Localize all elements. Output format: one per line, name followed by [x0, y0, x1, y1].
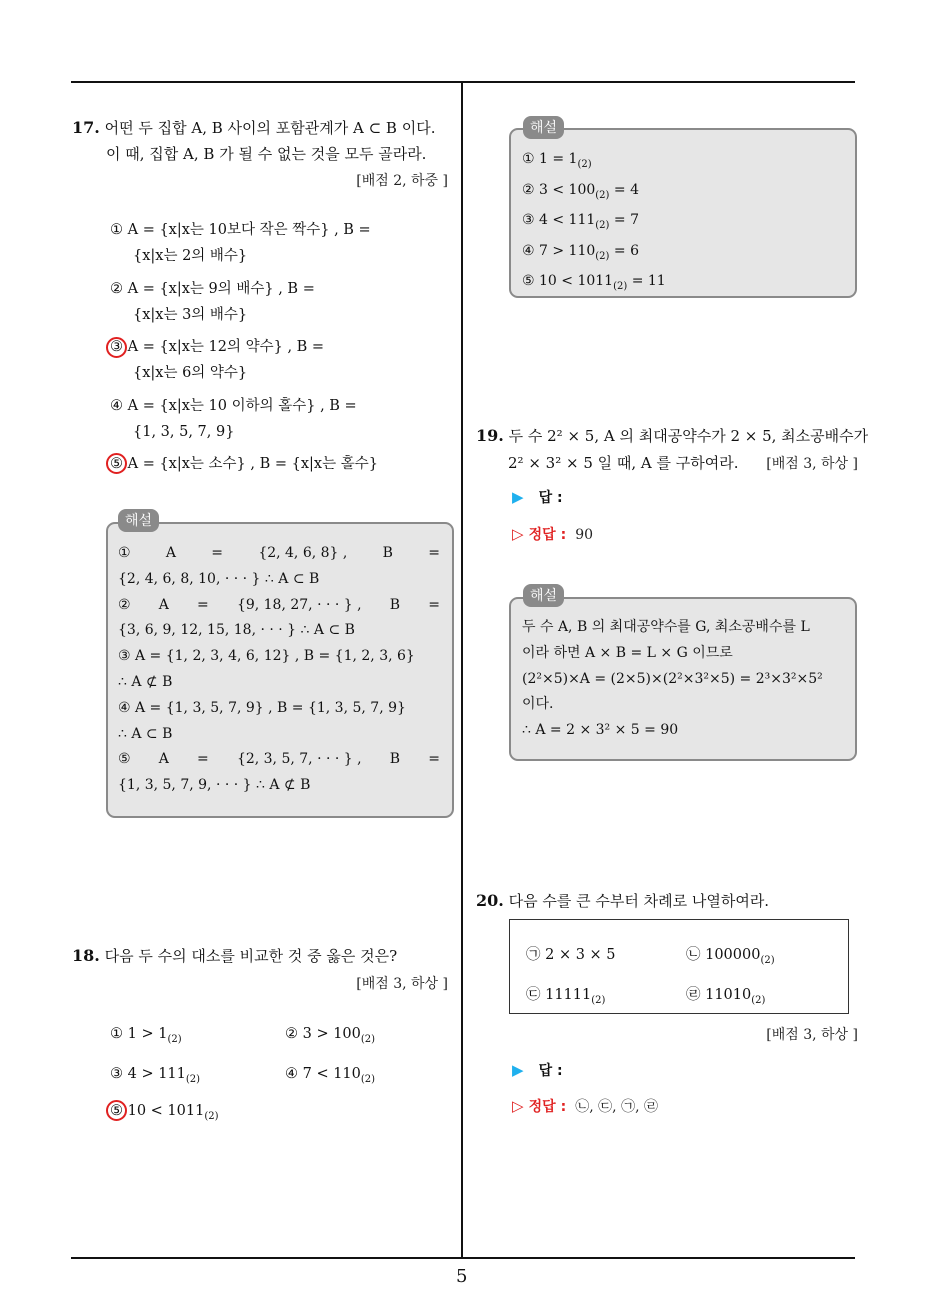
- q17-expl-row-7: ④ A = {1, 3, 5, 7, 9} , B = {1, 3, 5, 7, 9}: [118, 699, 406, 716]
- q17-selected-mark-3: [106, 337, 127, 358]
- q18-expl-r5-b: (2): [613, 281, 628, 293]
- q17-option-2-line1[interactable]: ② A = {x|x는 9의 배수} , B =: [110, 281, 315, 297]
- q18-option-1-text: ① 1 > 1: [110, 1026, 168, 1042]
- q18-expl-r2-a: ② 3 < 100: [522, 181, 596, 198]
- q20-correct-label: 정답 :: [528, 1099, 567, 1115]
- answer-arrow-icon: ▶: [512, 1061, 524, 1079]
- q17-expl-row-2: {2, 4, 6, 8, 10, · · · } ∴ A ⊂ B: [118, 570, 320, 587]
- q18-expl-row-2: [522, 178, 666, 209]
- q19-expl-row-4: 이다.: [522, 696, 554, 713]
- q17-expl-row-8: ∴ A ⊂ B: [118, 725, 173, 742]
- q18-text: 다음 두 수의 대소를 비교한 것 중 옳은 것은?: [104, 947, 398, 965]
- q18-expl-row-3: [522, 208, 666, 239]
- q18-expl-row-5: [522, 269, 666, 300]
- q17-expl-r9-c1: ⑤: [118, 751, 131, 768]
- q17-expl-row-9: [118, 747, 440, 773]
- q20-item-3-base: (2): [591, 994, 606, 1006]
- q17-expl-r9-c5: B: [389, 751, 401, 768]
- q20-item-4-text: ㉣ 11010: [686, 987, 752, 1003]
- q19-expl-row-1: 두 수 A, B 의 최대공약수를 G, 최소공배수를 L: [522, 619, 810, 635]
- q19-text-line2: 2² × 3² × 5 일 때, A 를 구하여라.: [508, 454, 739, 472]
- q17-option-3-line1[interactable]: ③ A = {x|x는 12의 약수} , B =: [110, 339, 325, 355]
- q19-line1: [476, 423, 868, 449]
- q17-option-2-line2: {x|x는 3의 배수}: [133, 307, 248, 323]
- q17-expl-r3-c3: =: [197, 596, 209, 613]
- q17-line1: [72, 115, 435, 141]
- q17-expl-r1-c3: =: [211, 545, 224, 561]
- q18-option-2-base: (2): [360, 1033, 376, 1045]
- q17-expl-r3-c2: A: [158, 596, 169, 613]
- q17-expl-row-5: ③ A = {1, 2, 3, 4, 6, 12} , B = {1, 2, 3, 6}: [118, 648, 415, 665]
- q18-expl-r1-b: (2): [577, 158, 592, 170]
- q18-expl-r2-b: (2): [595, 189, 610, 201]
- q17-expl-r9-c2: A: [158, 751, 169, 768]
- q17-number: 17.: [72, 118, 100, 137]
- q20-item-2-base: (2): [760, 954, 775, 966]
- q18-expl-r4-c: = 6: [609, 242, 639, 259]
- q17-option-1-line2: {x|x는 2의 배수}: [133, 248, 248, 264]
- q20-answer-label: 답 :: [538, 1063, 563, 1079]
- q18-expl-r4-b: (2): [595, 250, 610, 262]
- q20-item-4-base: (2): [751, 994, 766, 1006]
- column-divider: [461, 82, 463, 1259]
- q17-expl-r3-c6: =: [428, 596, 440, 613]
- q18-expl-r3-c: = 7: [609, 212, 639, 229]
- q20-meta: [배점 3, 하상 ]: [766, 1027, 858, 1043]
- q18-option-4-text: ④ 7 < 110: [285, 1066, 361, 1082]
- answer-arrow-icon: ▶: [512, 488, 524, 506]
- q19-answer-label: 답 :: [538, 490, 563, 506]
- q18-option-1[interactable]: [110, 1021, 182, 1053]
- q18-option-1-base: (2): [167, 1033, 182, 1045]
- q17-meta: [배점 2, 하중 ]: [356, 173, 448, 189]
- q18-expl-row-1: [522, 147, 666, 178]
- q19-correct-value: 90: [575, 527, 594, 543]
- q19-number: 19.: [476, 426, 504, 445]
- q17-explanation-tag: 해설: [118, 509, 159, 532]
- q18-expl-r5-c: = 11: [627, 273, 666, 290]
- q20-item-2-text: ㉡ 100000: [686, 947, 761, 963]
- q20-item-4: [686, 982, 765, 1014]
- q20-item-1: [526, 942, 616, 968]
- q17-expl-r1-c6: =: [428, 545, 440, 561]
- q19-explanation-body: [522, 615, 823, 744]
- q20-line: [476, 888, 769, 914]
- q18-option-2-text: ② 3 > 100: [285, 1026, 361, 1042]
- q18-expl-r4-a: ④ 7 > 110: [522, 242, 596, 259]
- q17-expl-row-10: {1, 3, 5, 7, 9, · · · } ∴ A ⊄ B: [118, 777, 311, 794]
- q20-answer-row[interactable]: [512, 1060, 563, 1080]
- q18-option-4[interactable]: [285, 1061, 375, 1093]
- q18-option-3-text: ③ 4 > 111: [110, 1066, 186, 1082]
- q20-correct-row: [512, 1096, 658, 1116]
- q17-expl-row-1: [118, 541, 440, 567]
- q17-text-line2: 이 때, 집합 A, B 가 될 수 없는 것을 모두 골라라.: [106, 145, 427, 163]
- top-rule: [71, 81, 855, 83]
- q17-expl-row-4: {3, 6, 9, 12, 15, 18, · · · } ∴ A ⊂ B: [118, 622, 355, 639]
- q17-option-4-line2: {1, 3, 5, 7, 9}: [133, 424, 235, 440]
- q17-expl-r1-c4: {2, 4, 6, 8} ,: [258, 545, 348, 561]
- q18-expl-r1-a: ① 1 = 1: [522, 151, 578, 167]
- q18-expl-r5-a: ⑤ 10 < 1011: [522, 273, 614, 290]
- q19-correct-row: [512, 524, 593, 544]
- q20-item-3: [526, 982, 605, 1014]
- q17-expl-r3-c4: {9, 18, 27, · · · } ,: [236, 596, 362, 613]
- q18-expl-r3-b: (2): [595, 219, 610, 231]
- q18-option-4-base: (2): [360, 1073, 376, 1085]
- q18-number: 18.: [72, 946, 100, 965]
- q17-option-3-line2: {x|x는 6의 약수}: [133, 365, 248, 381]
- q19-explanation-tag: 해설: [523, 584, 564, 607]
- page-number: 5: [456, 1266, 468, 1287]
- q18-expl-r2-c: = 4: [609, 181, 639, 198]
- q20-item-3-text: ㉢ 11111: [526, 987, 592, 1003]
- correct-arrow-icon: ▷: [512, 525, 524, 543]
- q18-expl-r3-a: ③ 4 < 111: [522, 212, 596, 229]
- q17-expl-r1-c1: ①: [118, 545, 131, 561]
- q19-expl-row-5: ∴ A = 2 × 3² × 5 = 90: [522, 722, 679, 739]
- q19-text-line1: 두 수 2² × 5, A 의 최대공약수가 2 × 5, 최소공배수가: [508, 427, 869, 445]
- q20-item-1-text: ㉠ 2 × 3 × 5: [526, 947, 616, 963]
- q17-option-4-line1[interactable]: ④ A = {x|x는 10 이하의 홀수} , B =: [110, 398, 357, 414]
- q19-meta: [배점 3, 하상 ]: [766, 456, 858, 472]
- q18-option-5-base: (2): [204, 1110, 219, 1122]
- q19-expl-row-3: (2²×5)×A = (2×5)×(2²×3²×5) = 2³×3²×5²: [522, 670, 823, 687]
- q17-explanation-body: [118, 541, 440, 799]
- q17-expl-r9-c6: =: [428, 751, 440, 768]
- q18-option-5-text: ⑤ 10 < 1011: [110, 1103, 205, 1119]
- q18-option-2[interactable]: [285, 1021, 375, 1053]
- q17-option-1-line1[interactable]: ① A = {x|x는 10보다 작은 짝수} , B =: [110, 222, 371, 238]
- q18-option-3-base: (2): [185, 1073, 201, 1085]
- q17-expl-r9-c4: {2, 3, 5, 7, · · · } ,: [236, 751, 362, 768]
- q20-number: 20.: [476, 891, 504, 910]
- q19-answer-row[interactable]: [512, 487, 563, 507]
- q18-expl-row-4: [522, 239, 666, 270]
- q17-expl-r3-c1: ②: [118, 596, 131, 613]
- q18-explanation-body: [522, 147, 666, 300]
- q18-explanation-tag: 해설: [523, 116, 564, 139]
- q20-text: 다음 수를 큰 수부터 차례로 나열하여라.: [508, 892, 770, 910]
- bottom-rule: [71, 1257, 855, 1259]
- q18-meta: [배점 3, 하상 ]: [356, 976, 448, 992]
- q17-expl-row-3: [118, 593, 440, 619]
- q17-expl-r1-c5: B: [382, 545, 393, 561]
- q20-correct-value: ㉡, ㉢, ㉠, ㉣: [575, 1099, 658, 1115]
- q17-expl-r3-c5: B: [389, 596, 401, 613]
- correct-arrow-icon: ▷: [512, 1097, 524, 1115]
- q17-expl-r9-c3: =: [197, 751, 209, 768]
- q17-option-5[interactable]: ⑤ A = {x|x는 소수} , B = {x|x는 홀수}: [110, 456, 378, 472]
- q17-expl-r1-c2: A: [165, 545, 176, 561]
- q18-line: [72, 943, 397, 969]
- q17-expl-row-6: ∴ A ⊄ B: [118, 673, 173, 690]
- q17-text-line1: 어떤 두 집합 A, B 사이의 포함관계가 A ⊂ B 이다.: [104, 119, 436, 137]
- q20-item-2: [686, 942, 775, 974]
- q18-selected-mark-5: [106, 1100, 127, 1121]
- q17-selected-mark-5: [106, 453, 127, 474]
- q19-correct-label: 정답 :: [528, 527, 567, 543]
- q19-expl-row-2: 이라 하면 A × B = L × G 이므로: [522, 644, 733, 661]
- q18-option-3[interactable]: [110, 1061, 200, 1093]
